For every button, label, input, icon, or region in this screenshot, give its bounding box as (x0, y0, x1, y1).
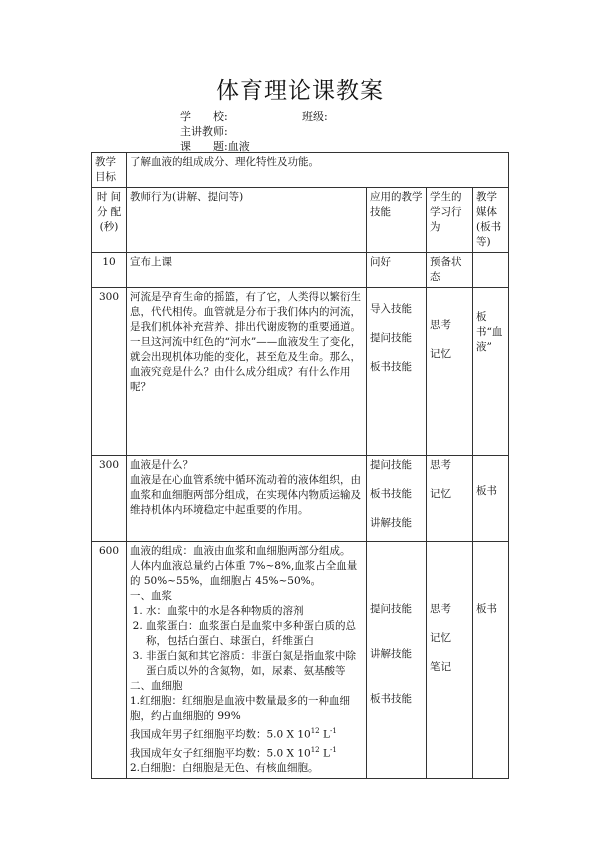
skill-item: 板书技能 (370, 693, 412, 705)
media-cell (473, 253, 509, 288)
student-item: 思考 (430, 319, 451, 331)
list-item: 2. 血浆蛋白：血浆蛋白是血浆中多种蛋白质的总称，包括白蛋白、球蛋白，纤维蛋白 (146, 619, 363, 649)
table-row (92, 542, 509, 779)
list-item: 3. 非蛋白氮和其它溶质：非蛋白氮是指血浆中除蛋白质以外的含氮物，如，尿素、氨基酸等 (146, 649, 363, 679)
skill-item: 导入技能 (370, 303, 412, 315)
student-cell (427, 288, 473, 456)
column-header-row (92, 188, 509, 253)
teacher-field (180, 123, 228, 139)
section-heading: 二、血细胞 (130, 680, 183, 692)
school-label: 学 校: (180, 110, 228, 123)
content-cell: 河流是孕育生命的摇篮，有了它，人类得以繁衍生息，代代相传。血管就是分布于我们体内的河流，是我们机体补充营养、排出代谢废物的重要通道。一旦这河流中红色的“河水”——血液发生了变化，就会出现机体功能的变化，甚至危及生命。那么，血液究竟是什么？由什么成分组成？有什么作用呢？ (127, 288, 367, 456)
col-media-header: 教学媒体(板书等) (473, 188, 509, 253)
student-cell (427, 456, 473, 542)
skill-item: 提问技能 (370, 603, 412, 615)
skill-cell (367, 288, 427, 456)
col-student-header: 学生的学习行为 (427, 188, 473, 253)
topic-label: 课 题: (180, 140, 228, 153)
time-cell: 600 (92, 542, 127, 779)
student-item: 思考 (430, 603, 451, 615)
student-item: 思考 (430, 459, 451, 471)
male-rbc-unit: L (322, 728, 330, 741)
female-rbc-line (130, 743, 363, 762)
col-skill-header: 应用的教学技能 (367, 188, 427, 253)
col-teacher-header: 教师行为(讲解、提问等) (127, 188, 367, 253)
time-cell: 300 (92, 288, 127, 456)
page-title: 体育理论课教案 (216, 78, 384, 104)
media-item: 板书 (476, 603, 497, 615)
content-line: 1.红细胞：红细胞是血液中数量最多的一种血细胞，约占血细胞的 99% (130, 695, 351, 722)
list-item: 1. 水：血浆中的水是各种物质的溶剂 (146, 604, 363, 619)
skill-cell: 问好 (367, 253, 427, 288)
media-cell: 板书 (473, 456, 509, 542)
plasma-list (130, 604, 363, 679)
student-cell: 预备状态 (427, 253, 473, 288)
class-label: 班级: (302, 110, 328, 123)
female-rbc-exp: 12 (310, 745, 320, 754)
skill-item: 提问技能 (370, 459, 412, 471)
content-definition: 血液是在心血管系统中循环流动着的液体组织，由血浆和血细胞两部分组成，在实现体内物质运输及维持机体内环境稳定中起重要的作用。 (130, 474, 361, 516)
teacher-label: 主讲教师: (180, 125, 228, 138)
school-field (180, 108, 228, 124)
skill-item: 提问技能 (370, 332, 412, 344)
topic-value: 血液 (227, 140, 250, 153)
section-heading: 一、血浆 (130, 590, 172, 602)
male-rbc-text: 我国成年男子红细胞平均数：5.0 X 10 (130, 728, 311, 741)
female-rbc-text: 我国成年女子红细胞平均数：5.0 X 10 (130, 747, 311, 759)
skill-item: 讲解技能 (370, 517, 412, 529)
content-cell (127, 456, 367, 542)
lesson-plan-table (91, 152, 509, 779)
male-rbc-unit-exp: -1 (329, 727, 337, 735)
female-rbc-unit: L (322, 747, 330, 759)
media-cell: 板书“血液” (473, 288, 509, 456)
student-cell (427, 542, 473, 779)
skill-cell (367, 456, 427, 542)
table-row (92, 288, 509, 456)
student-item: 记忆 (430, 632, 451, 644)
goal-label: 教学目标 (92, 153, 127, 188)
male-rbc-line (130, 724, 363, 743)
student-item: 记忆 (430, 348, 451, 360)
media-cell (473, 542, 509, 779)
time-cell: 10 (92, 253, 127, 288)
content-question: 血液是什么？ (130, 459, 193, 471)
goal-row (92, 153, 509, 188)
content-cell (127, 542, 367, 779)
skill-item: 板书技能 (370, 361, 412, 373)
time-cell: 300 (92, 456, 127, 542)
male-rbc-exp: 12 (310, 727, 320, 735)
student-item: 记忆 (430, 488, 451, 500)
student-item: 笔记 (430, 661, 451, 673)
skill-item: 讲解技能 (370, 648, 412, 660)
col-time-header: 时 间 分 配 (秒) (92, 188, 127, 253)
content-cell: 宣布上课 (127, 253, 367, 288)
skill-item: 板书技能 (370, 488, 412, 500)
content-line: 人体内血液总量约占体重 7%~8%,血浆占全血量的 50%~55%，血细胞占 45%~50%。 (130, 560, 358, 587)
table-row (92, 253, 509, 288)
content-line: 2.白细胞：白细胞是无色、有核血细胞。 (130, 762, 319, 774)
content-line: 血液的组成：血液由血浆和血细胞两部分组成。 (130, 545, 351, 557)
skill-cell (367, 542, 427, 779)
goal-text: 了解血液的组成成分、理化特性及功能。 (127, 153, 509, 188)
female-rbc-unit-exp: -1 (329, 745, 337, 754)
table-row (92, 456, 509, 542)
class-field (302, 108, 328, 124)
